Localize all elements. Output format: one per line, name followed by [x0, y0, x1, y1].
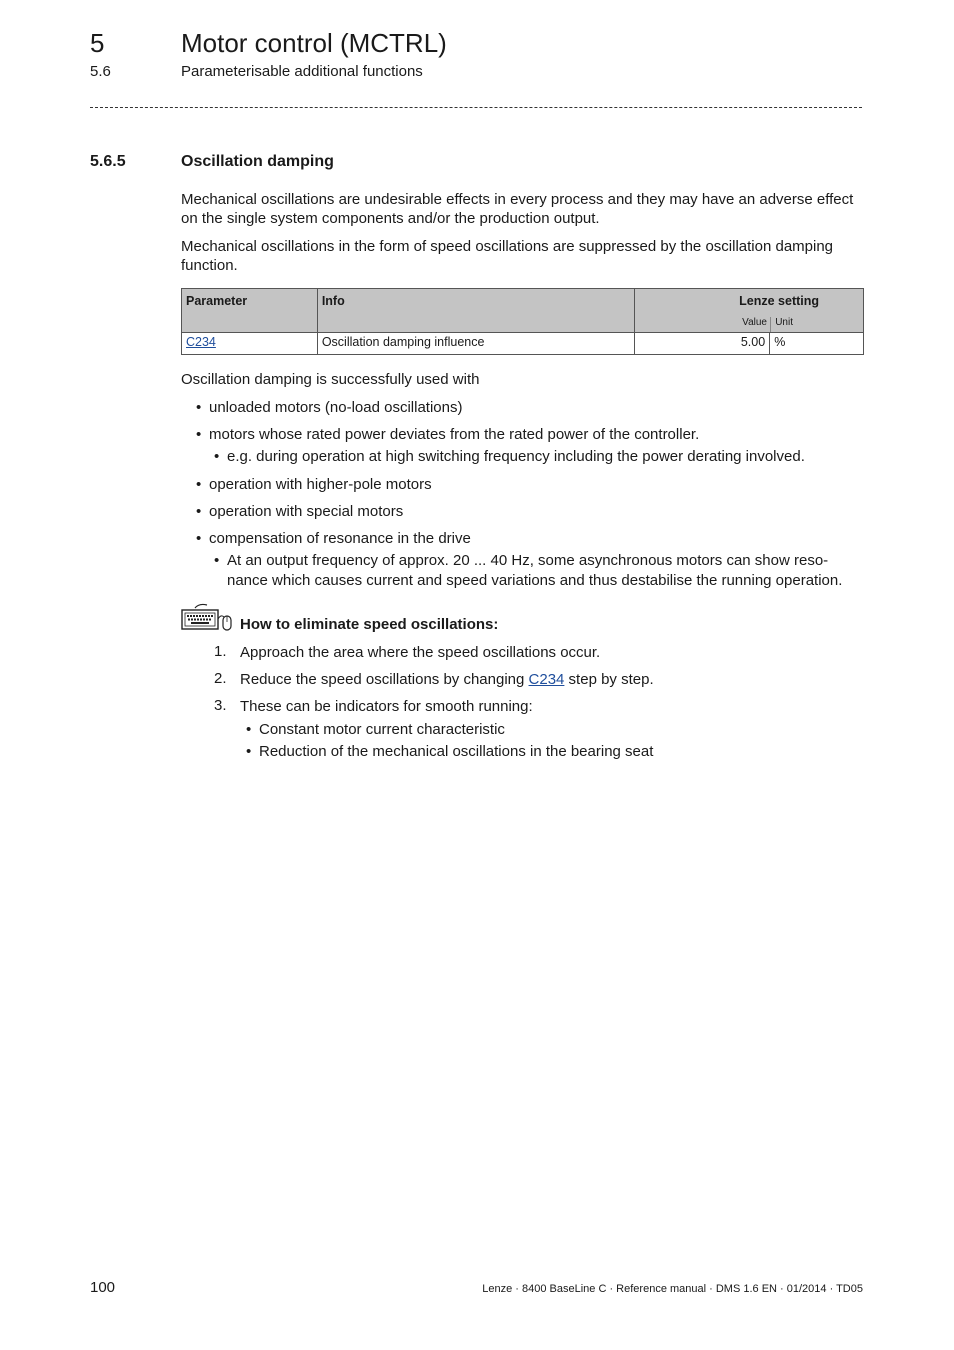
chapter-number: 5 [90, 28, 105, 58]
subheader-separator [770, 317, 771, 332]
subsection-number: 5.6.5 [90, 153, 126, 170]
parameter-table [181, 288, 864, 355]
list-subitem-continuation: nance which causes current and speed variations and thus destabilise the running operation. [227, 572, 843, 589]
lenze-setting-label: Lenze setting [739, 294, 820, 308]
step-link-c234[interactable]: C234 [528, 671, 565, 688]
row-unit: % [774, 335, 786, 349]
intro-paragraph-2: Mechanical oscillations in the form of speed oscillations are suppressed by the oscillation damping function. [181, 238, 834, 274]
header-parameter: Parameter [182, 289, 318, 333]
table-row [182, 333, 864, 355]
page-number: 100 [90, 1279, 116, 1296]
usage-lead: Oscillation damping is successfully used with [181, 371, 480, 388]
step-1: Approach the area where the speed oscillations occur. [240, 644, 601, 661]
chapter-title: Motor control (MCTRL) [181, 28, 447, 58]
list-item: operation with special motors [209, 503, 404, 520]
section-title: Parameterisable additional functions [181, 63, 423, 80]
step-number: 2. [214, 670, 227, 687]
step-number: 1. [214, 643, 227, 660]
header-info: Info [317, 289, 634, 333]
howto-title: How to eliminate speed oscillations: [240, 616, 499, 633]
parameter-link-c234[interactable]: C234 [186, 335, 216, 349]
list-item: unloaded motors (no-load oscillations) [209, 399, 463, 416]
subheader-value: Value [742, 317, 767, 328]
header-divider [90, 107, 862, 108]
list-subitem: e.g. during operation at high switching frequency including the power derating involved. [227, 448, 805, 465]
list-item: motors whose rated power deviates from the rated power of the controller. [209, 426, 700, 443]
row-info: Oscillation damping influence [317, 333, 634, 355]
section-number: 5.6 [90, 63, 111, 80]
intro-paragraph-1: Mechanical oscillations are undesirable effects in every process and they may have an adverse effect on the single system components and/or the production output. [181, 191, 854, 227]
step-number: 3. [214, 697, 227, 714]
row-value: 5.00 [635, 333, 770, 354]
list-subitem: At an output frequency of approx. 20 ... 40 Hz, some asynchronous motors can show reso- [227, 552, 829, 569]
subsection-title: Oscillation damping [181, 153, 334, 170]
step-2: Reduce the speed oscillations by changing C234 step by step. [240, 671, 654, 688]
list-subitem: Reduction of the mechanical oscillations in the bearing seat [259, 743, 654, 760]
list-subitem: Constant motor current characteristic [259, 721, 505, 738]
subheader-unit: Unit [775, 317, 793, 328]
keyboard-mouse-icon [181, 602, 233, 632]
list-item: compensation of resonance in the drive [209, 530, 471, 547]
header-lenze-setting [635, 289, 864, 333]
list-item: operation with higher-pole motors [209, 476, 432, 493]
step-3: These can be indicators for smooth running: [240, 698, 533, 715]
footer-document-info: Lenze · 8400 BaseLine C · Reference manual · DMS 1.6 EN · 01/2014 · TD05 [482, 1283, 863, 1295]
